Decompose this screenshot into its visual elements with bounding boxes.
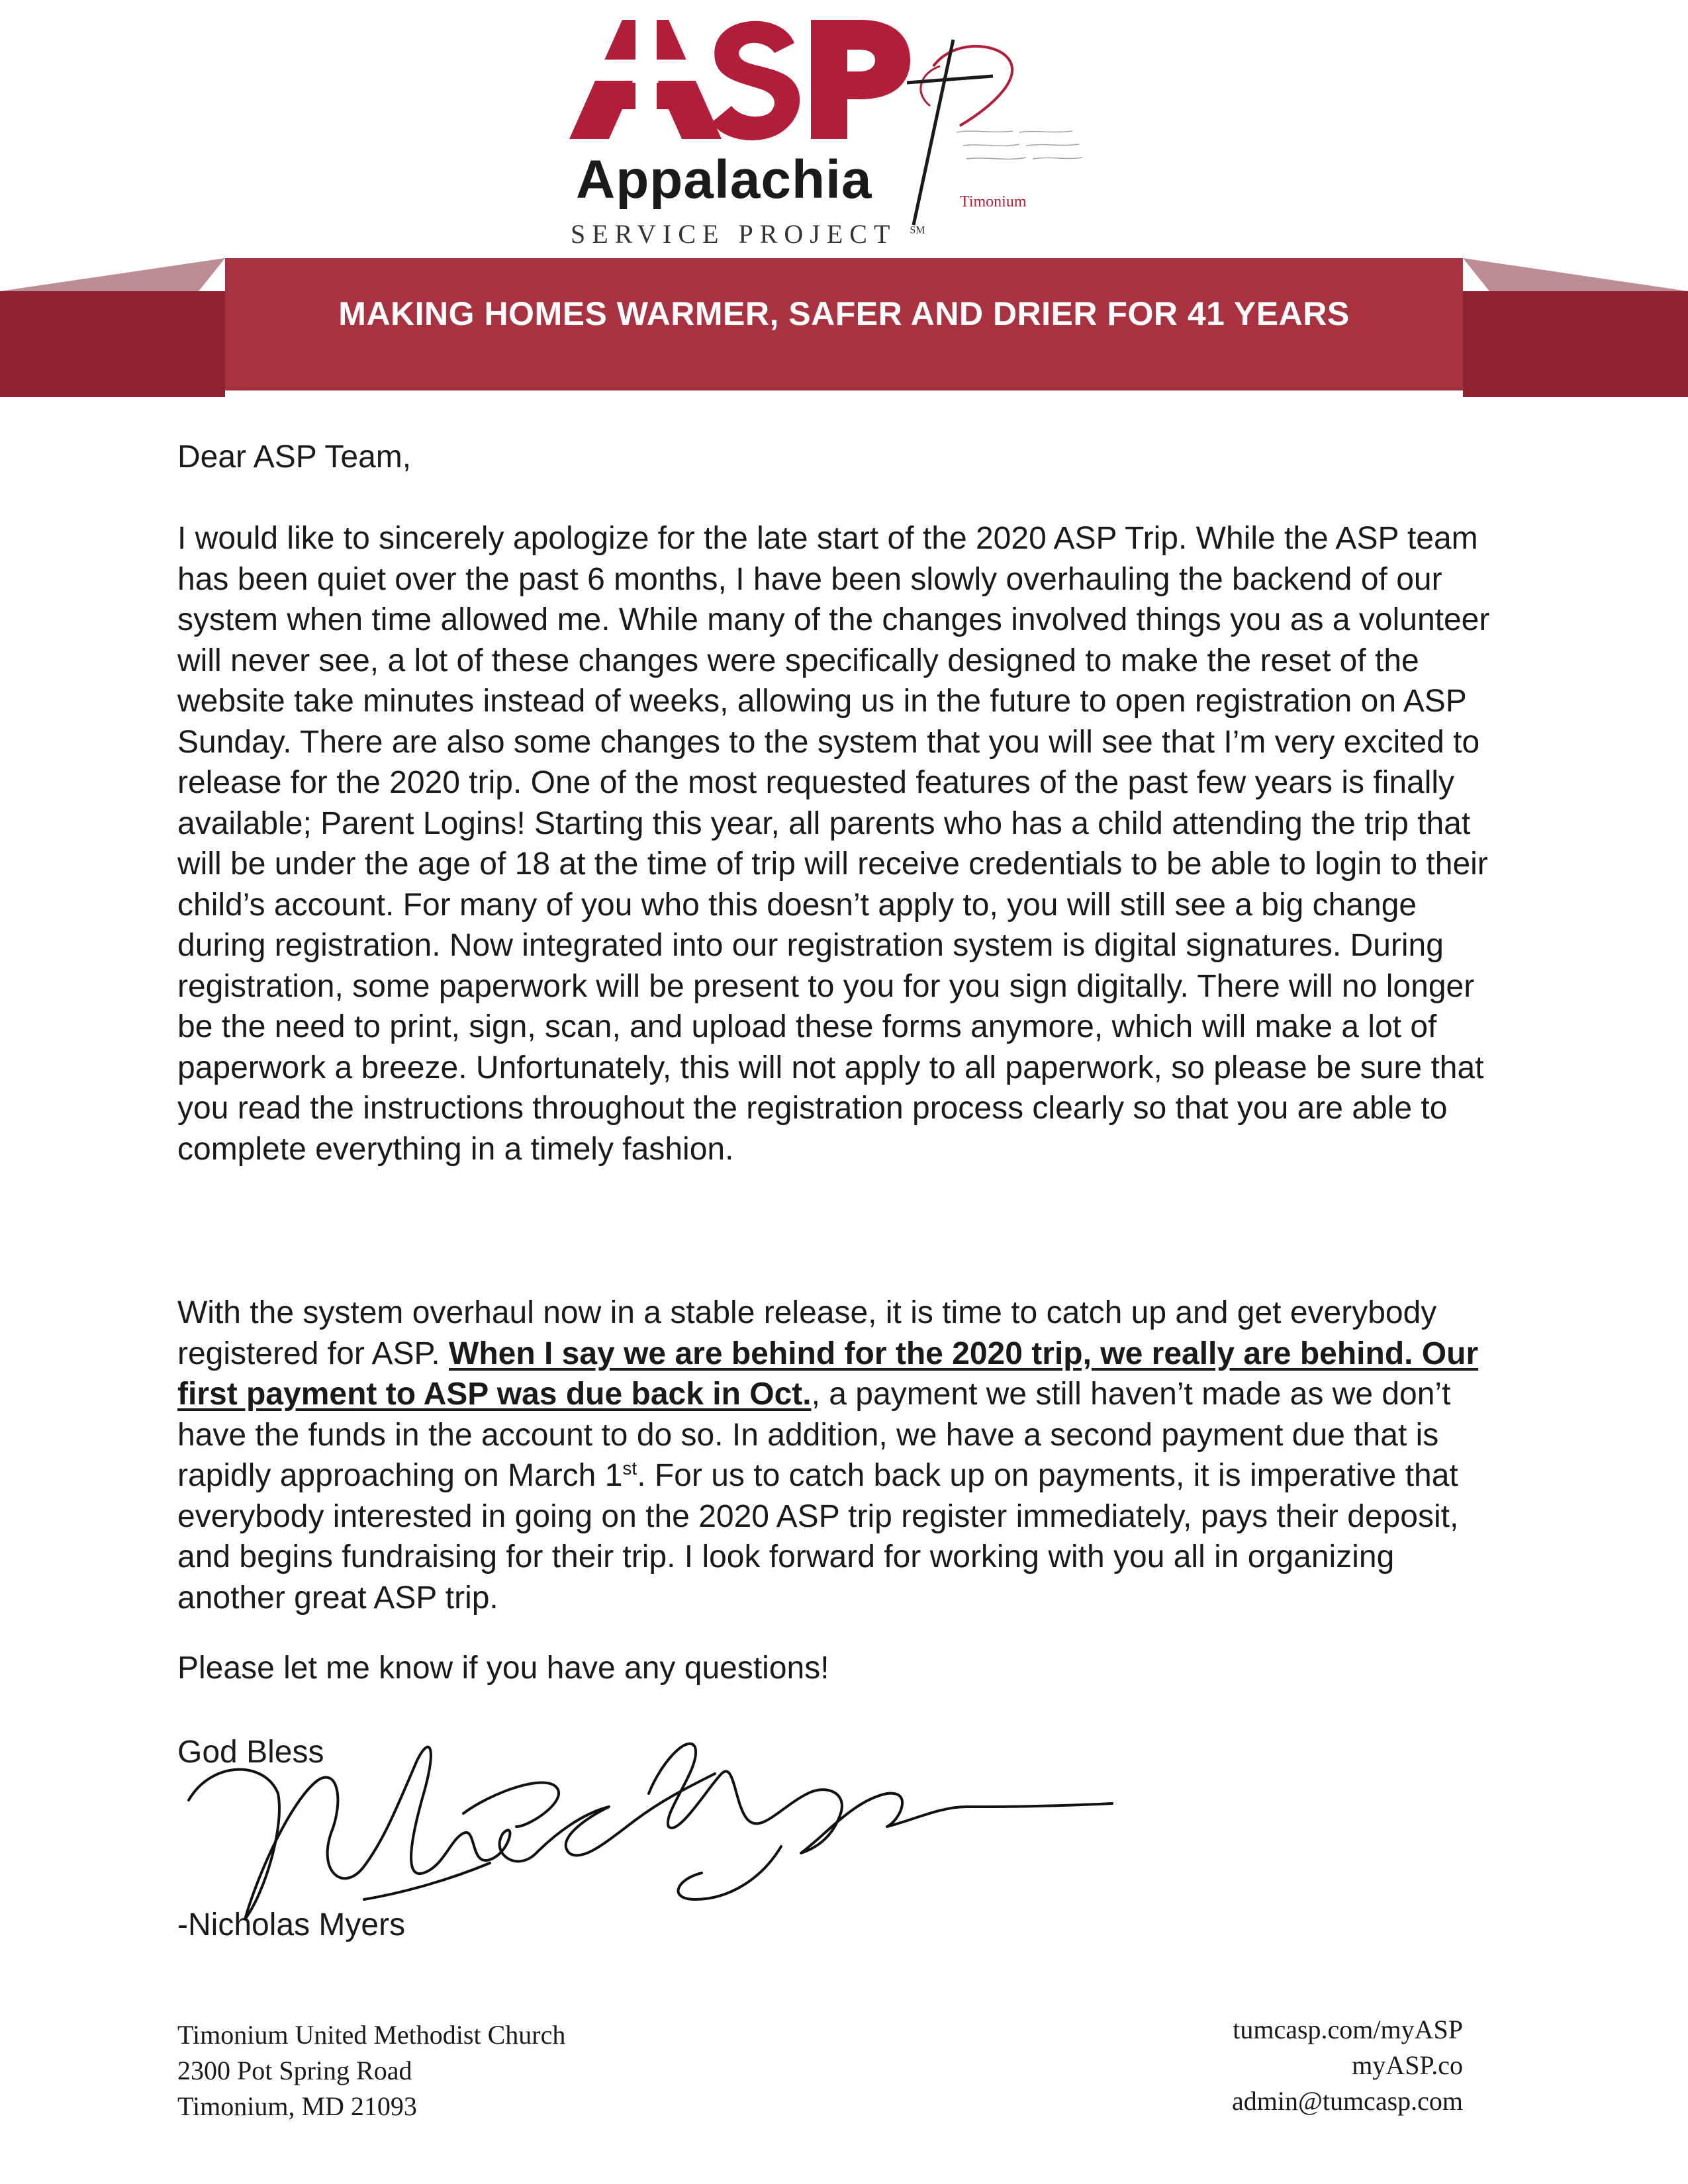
footer-address — [177, 2017, 773, 2124]
logo-subtitle: SERVICE PROJECT ℠ — [571, 219, 925, 249]
paragraph-2-emphasis: When I say we are behind for the 2020 trip, we really are behind. Our first payment to ASP was due back in Oct. — [177, 1336, 1479, 1412]
footer-website-link[interactable]: tumcasp.com/myASP — [1233, 2015, 1463, 2044]
letter-paragraph-3: Please let me know if you have any questions! — [177, 1651, 829, 1686]
banner-ribbon — [0, 258, 1688, 417]
logo-name: Appalachia — [576, 150, 872, 210]
asp-logo-mark — [569, 13, 914, 146]
letter-greeting: Dear ASP Team, — [177, 439, 412, 475]
decorative-script-motto — [953, 126, 1099, 177]
footer-address-line: Timonium United Methodist Church — [177, 2020, 566, 2050]
paragraph-2-middle: , a payment we still haven’t made as we don’t have the funds in the account to do so. In addition, we have a second payment due that is rapidly approaching on March 1 — [177, 1377, 1451, 1493]
paragraph-2-intro: With the system overhaul now in a stable release, it is time to catch up and get everybody registered for ASP. — [177, 1295, 1437, 1371]
banner-tagline: MAKING HOMES WARMER, SAFER AND DRIER FOR 41 YEARS — [338, 295, 1350, 332]
footer-address-line: Timonium, MD 21093 — [177, 2091, 417, 2121]
footer-short-link[interactable]: myASP.co — [1352, 2050, 1463, 2080]
timonium-logo: Timonium — [960, 193, 1027, 210]
letter-closing: God Bless — [177, 1735, 324, 1770]
paragraph-2-end: . For us to catch back up on payments, it is imperative that everybody interested in going on the 2020 ASP trip register immediately, pays their deposit, and begins fundraising for their trip. I look forward for working with you all in organizing another great ASP trip. — [177, 1458, 1459, 1615]
letter-paragraph-1: I would like to sincerely apologize for the late start of the 2020 ASP Trip. While the ASP team has been quiet over the past 6 months, I have been slowly overhauling the backend of our system when time allowed me. While many of the changes involved things you as a volunteer will never see, a lot of these changes were specifically designed to make the reset of the website take minutes instead of weeks, allowing us in the future to open registration on ASP Sunday. There are also some changes to the system that you will see that I’m very excited to release for the 2020 trip. One of the most requested features of the past few years is finally available; Parent Logins! Starting this year, all parents who has a child attending the trip that will be under the age of 18 at the time of trip will receive credentials to be able to login to their child’s account. For many of you who this doesn’t apply to, you will still see a big change during registration. Now integrated into our registration system is digital signatures. During registration, some paperwork will be present to you for you sign digitally. There will no longer be the need to print, sign, scan, and upload these forms anymore, which will make a lot of paperwork a breeze. Unfortunately, this will not apply to all paperwork, so please be sure that you read the instructions throughout the registration process clearly so that you are able to complete everything in a timely fashion. — [177, 521, 1490, 1167]
footer-contact — [993, 2012, 1463, 2119]
footer-email-link[interactable]: admin@tumcasp.com — [1232, 2086, 1463, 2116]
ordinal-suffix: st — [622, 1458, 637, 1479]
letter-paragraph-2 — [177, 1293, 1501, 1618]
letter-signer-name: -Nicholas Myers — [177, 1907, 406, 1942]
footer-address-line: 2300 Pot Spring Road — [177, 2056, 412, 2085]
